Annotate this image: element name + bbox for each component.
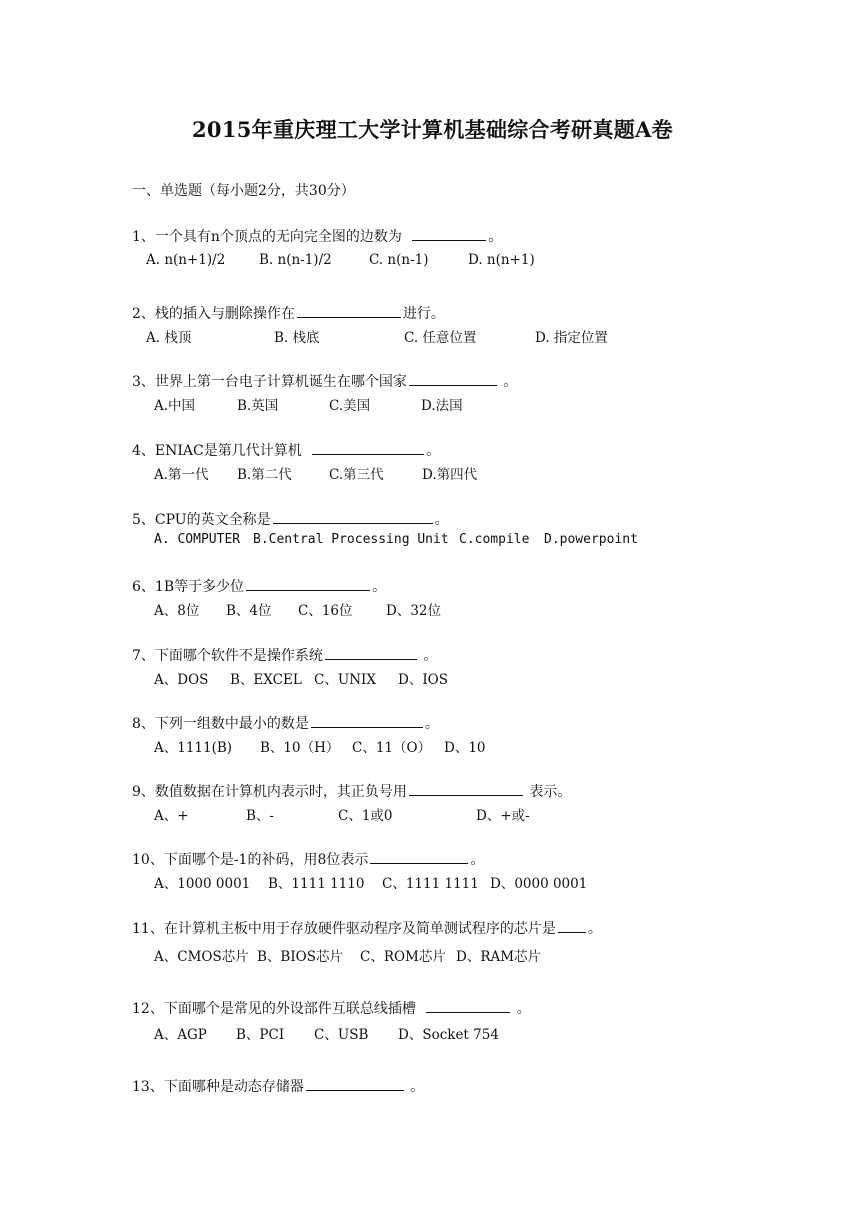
question-suffix: 。 <box>424 716 439 732</box>
option-a: A. 栈顶 <box>146 330 192 346</box>
options-1 <box>146 252 535 268</box>
option-a: A.第一代 <box>154 467 209 483</box>
option-d: D. n(n+1) <box>468 252 535 268</box>
option-b: B、PCI <box>236 1027 285 1043</box>
question-suffix: 。 <box>434 512 449 528</box>
question-stem: 13、下面哪种是动态存储器 <box>132 1079 304 1095</box>
question-3 <box>132 371 517 391</box>
option-a: A. n(n+1)/2 <box>146 252 226 268</box>
option-d: D、RAM芯片 <box>456 949 542 965</box>
option-c: C. 任意位置 <box>404 330 477 346</box>
question-stem: 2、栈的插入与删除操作在 <box>132 306 295 322</box>
option-a: A、1111(B) <box>154 740 233 756</box>
question-stem: 10、下面哪个是-1的补码，用8位表示 <box>132 852 369 868</box>
answer-blank <box>325 645 417 660</box>
option-b: B.英国 <box>237 398 279 414</box>
option-b: B、10（H） <box>260 740 340 756</box>
option-d: D、IOS <box>398 672 448 688</box>
option-c: C、1111 1111 <box>382 876 479 892</box>
option-d: D、10 <box>444 740 486 756</box>
answer-blank <box>370 849 468 864</box>
question-stem: 7、下面哪个软件不是操作系统 <box>132 648 323 664</box>
option-b: B、4位 <box>226 603 272 619</box>
answer-blank <box>558 918 586 933</box>
option-a: A、8位 <box>154 603 200 619</box>
option-c: C、11（O） <box>352 740 432 756</box>
option-d: D.法国 <box>421 398 463 414</box>
option-c: C、16位 <box>298 603 353 619</box>
question-suffix: 。 <box>488 229 503 245</box>
answer-blank <box>246 576 370 591</box>
question-suffix: 。 <box>587 921 602 937</box>
answer-blank <box>412 226 486 241</box>
question-stem: 12、下面哪个是常见的外设部件互联总线插槽 <box>132 1001 416 1017</box>
option-b: B. 栈底 <box>274 330 320 346</box>
option-a: A. COMPUTER <box>154 532 241 547</box>
question-suffix: 表示。 <box>524 784 572 800</box>
answer-blank <box>297 303 401 318</box>
question-stem: 9、数值数据在计算机内表示时，其正负号用 <box>132 784 407 800</box>
question-stem: 6、1B等于多少位 <box>132 579 245 595</box>
option-c: C、1或0 <box>338 808 393 824</box>
question-13 <box>132 1076 424 1096</box>
option-c: C、UNIX <box>314 672 376 688</box>
option-b: B、EXCEL <box>230 672 302 688</box>
option-c: C.compile <box>459 532 530 547</box>
option-a: A.中国 <box>154 398 196 414</box>
option-a: A、CMOS芯片 <box>154 949 249 965</box>
option-b: B.Central Processing Unit <box>253 532 449 547</box>
question-6 <box>132 576 386 596</box>
page-title: 2015年重庆理工大学计算机基础综合考研真题A卷 <box>192 117 673 142</box>
answer-blank <box>409 371 497 386</box>
option-a: A、+ <box>154 808 189 824</box>
options-9 <box>154 804 530 824</box>
question-4 <box>132 440 440 460</box>
option-c: C.第三代 <box>329 467 384 483</box>
question-9 <box>132 781 571 801</box>
options-4 <box>154 463 477 483</box>
question-12 <box>132 998 531 1018</box>
question-suffix: 。 <box>372 579 387 595</box>
question-suffix: 。 <box>426 443 441 459</box>
option-a: A、DOS <box>154 672 209 688</box>
options-11 <box>154 945 541 965</box>
options-3 <box>154 394 463 414</box>
answer-blank <box>306 1076 404 1091</box>
question-stem: 5、CPU的英文全称是 <box>132 512 271 528</box>
option-d: D、32位 <box>386 603 442 619</box>
option-c: C.美国 <box>329 398 371 414</box>
question-7 <box>132 645 437 665</box>
question-suffix: 。 <box>470 852 485 868</box>
question-stem: 11、在计算机主板中用于存放硬件驱动程序及简单测试程序的芯片是 <box>132 921 556 937</box>
question-stem: 3、世界上第一台电子计算机诞生在哪个国家 <box>132 374 407 390</box>
option-d: D.powerpoint <box>544 532 638 547</box>
option-b: B、- <box>246 808 274 824</box>
option-c: C. n(n-1) <box>369 252 429 268</box>
question-stem: 8、下列一组数中最小的数是 <box>132 716 309 732</box>
options-10 <box>154 872 587 892</box>
question-stem: 1、一个具有n个顶点的无向完全图的边数为 <box>132 229 402 245</box>
question-suffix: 。 <box>405 1079 425 1095</box>
section-heading: 一、单选题（每小题2分，共30分） <box>132 183 355 199</box>
answer-blank <box>273 509 433 524</box>
options-6 <box>154 599 441 619</box>
option-d: D.第四代 <box>422 467 478 483</box>
question-suffix: 。 <box>512 1001 531 1017</box>
options-7 <box>154 668 448 688</box>
option-c: C、USB <box>314 1027 369 1043</box>
option-d: D. 指定位置 <box>535 330 608 346</box>
question-suffix: 。 <box>498 374 518 390</box>
option-b: B、1111 1110 <box>268 876 365 892</box>
option-d: D、+或- <box>476 808 530 824</box>
answer-blank <box>426 998 510 1013</box>
option-b: B. n(n-1)/2 <box>259 252 332 268</box>
options-12 <box>154 1023 499 1043</box>
option-a: A、1000 0001 <box>154 876 251 892</box>
answer-blank <box>312 440 424 455</box>
question-10 <box>132 849 484 869</box>
option-b: B、BIOS芯片 <box>257 949 343 965</box>
question-8 <box>132 713 439 733</box>
answer-blank <box>311 713 423 728</box>
option-b: B.第二代 <box>237 467 292 483</box>
question-suffix: 进行。 <box>402 306 445 322</box>
answer-blank <box>409 781 523 796</box>
question-2 <box>132 303 445 323</box>
question-suffix: 。 <box>418 648 438 664</box>
question-11 <box>132 918 602 938</box>
options-2 <box>146 326 608 346</box>
option-d: D、0000 0001 <box>490 876 588 892</box>
question-stem: 4、ENIAC是第几代计算机 <box>132 443 302 459</box>
options-5 <box>154 532 638 547</box>
option-a: A、AGP <box>154 1027 207 1043</box>
question-5 <box>132 509 449 529</box>
question-1 <box>132 226 502 246</box>
option-d: D、Socket 754 <box>398 1027 499 1043</box>
option-c: C、ROM芯片 <box>360 949 446 965</box>
options-8 <box>154 736 486 756</box>
